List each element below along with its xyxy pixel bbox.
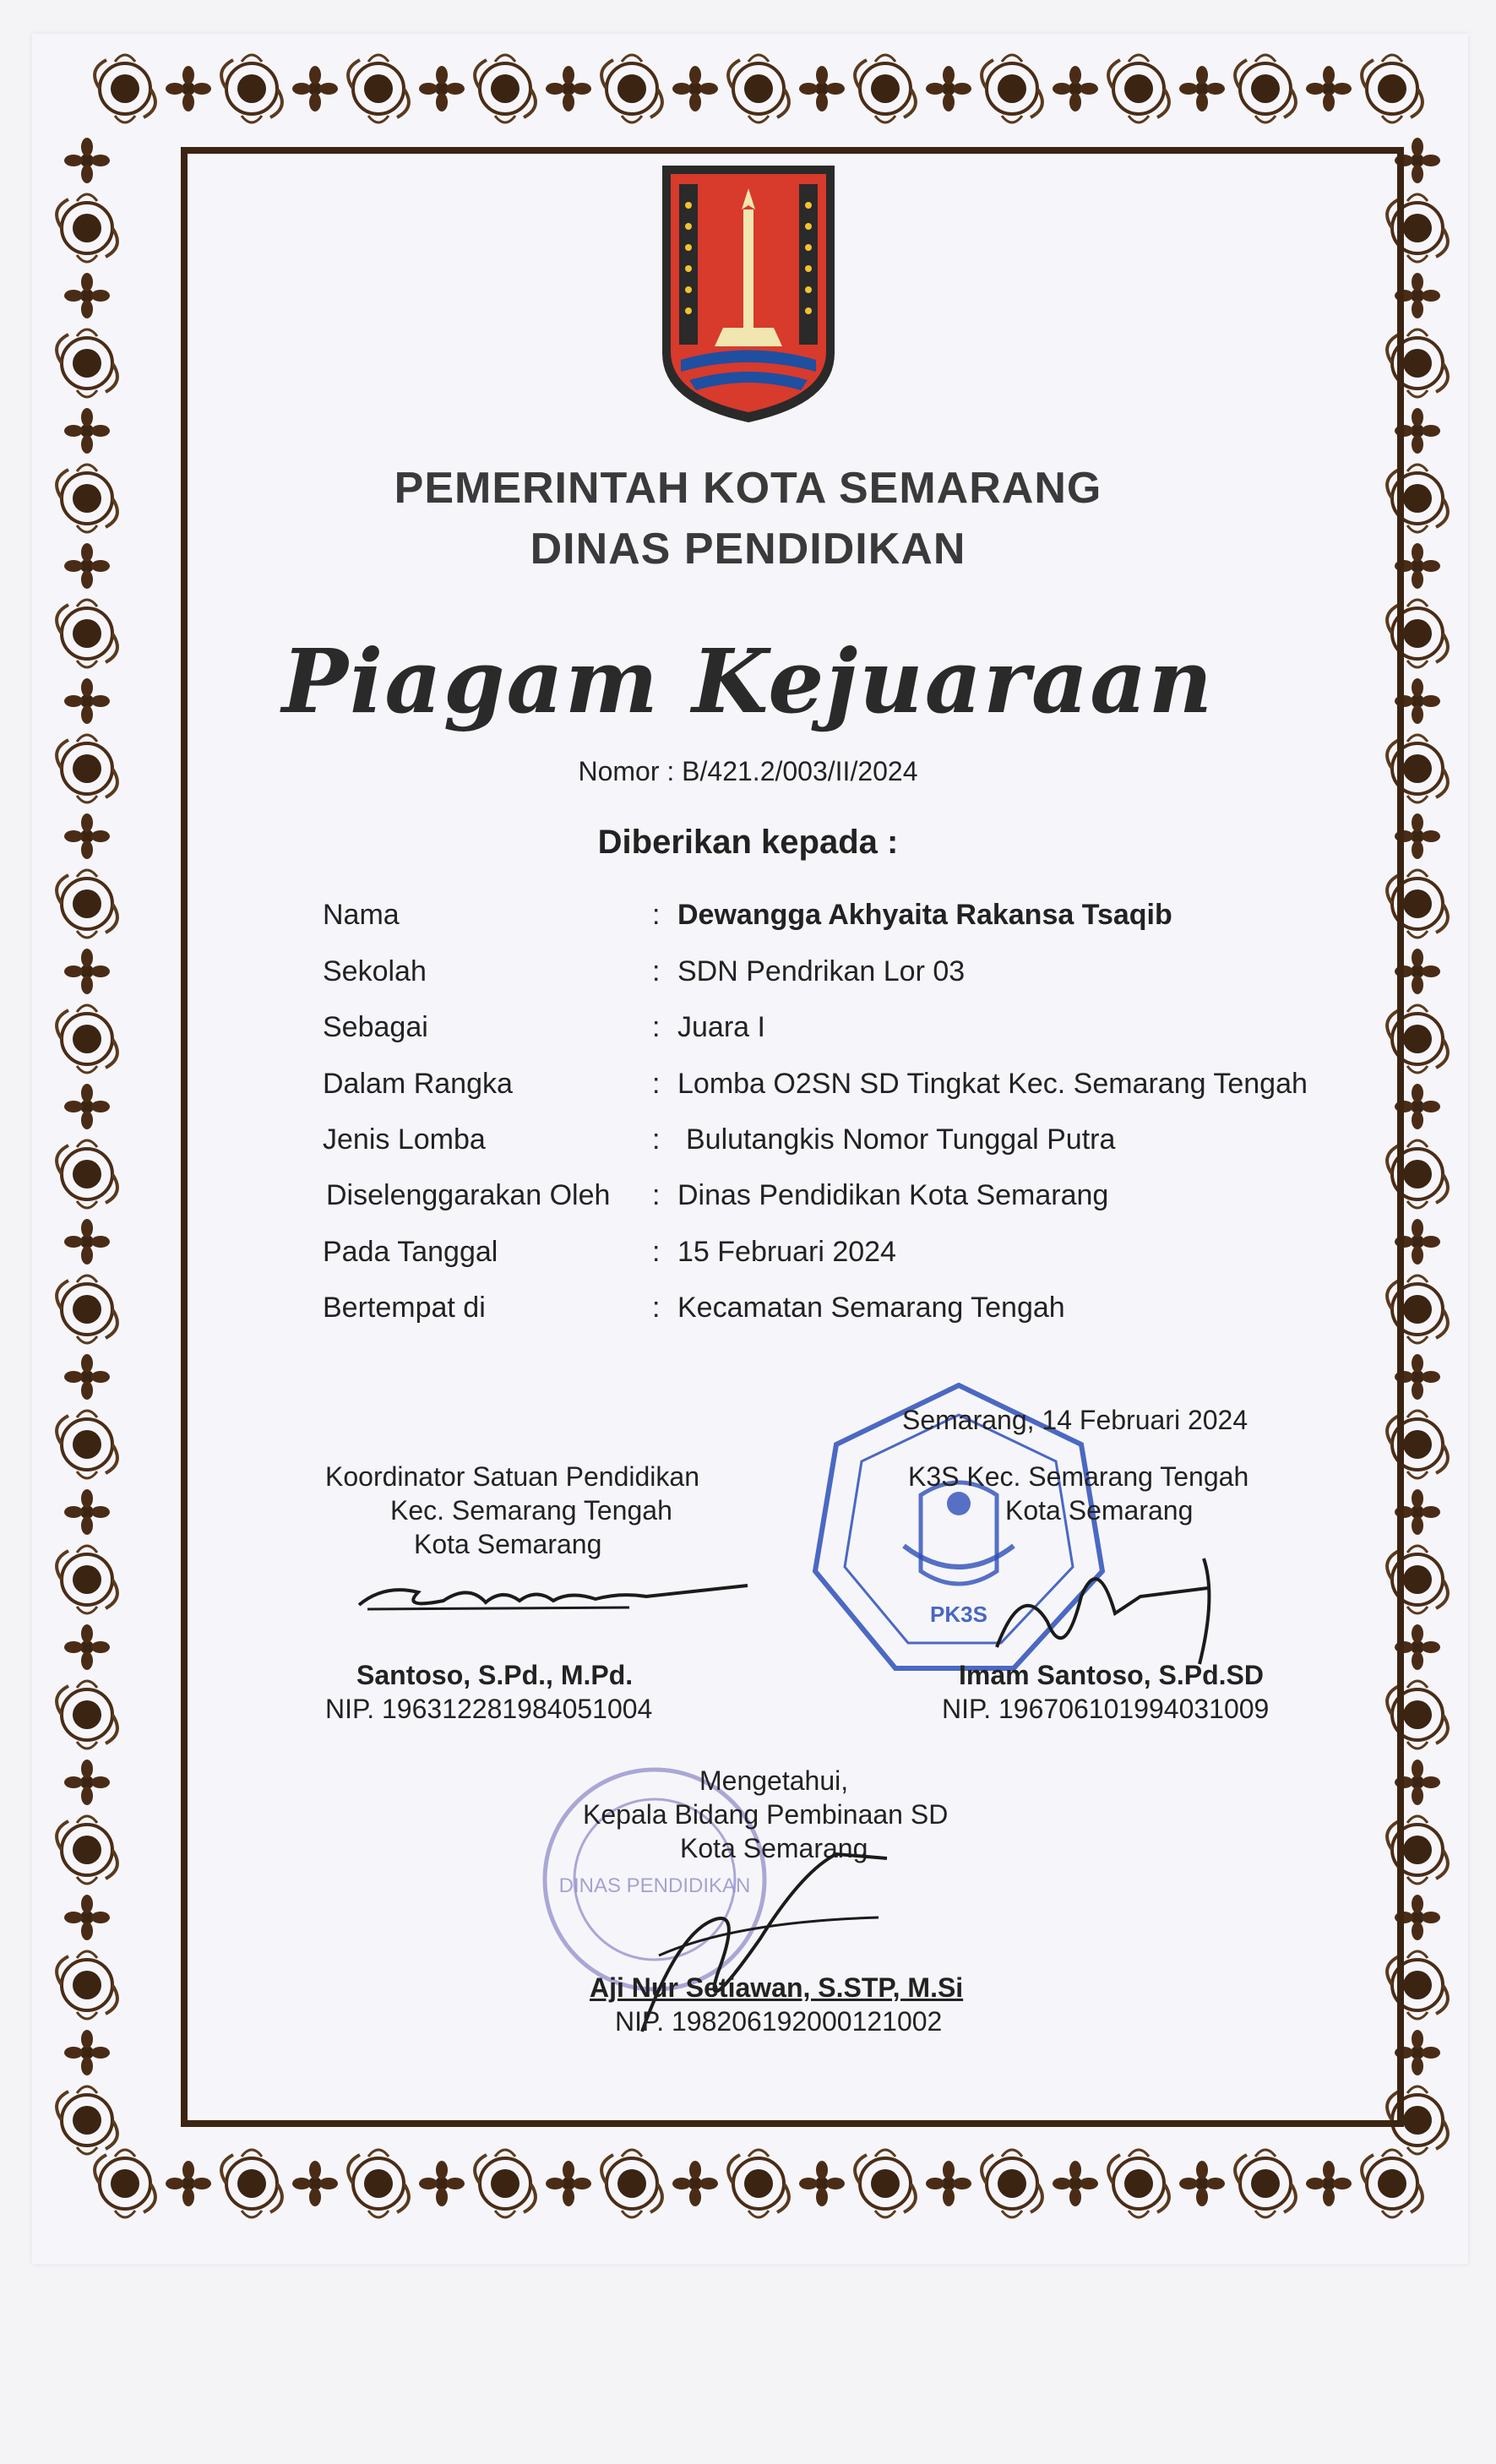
center-sign-name: Aji Nur Setiawan, S.STP, M.Si xyxy=(590,1972,964,2003)
field-value-name: Dewangga Akhyaita Rakansa Tsaqib xyxy=(677,899,1172,931)
semarang-emblem xyxy=(656,159,841,429)
certificate-number: Nomor : B/421.2/003/II/2024 xyxy=(578,756,918,786)
right-sign-name: Imam Santoso, S.Pd.SD xyxy=(959,1660,1264,1690)
left-sign-name: Santoso, S.Pd., M.Pd. xyxy=(356,1660,634,1690)
field-value: SDN Pendrikan Lor 03 xyxy=(677,955,966,987)
government-title: PEMERINTAH KOTA SEMARANG xyxy=(394,464,1102,513)
field-label: Diselenggarakan Oleh xyxy=(326,1179,611,1211)
center-sign-acknowledge: Mengetahui, xyxy=(699,1765,849,1796)
border-top xyxy=(95,55,1423,122)
left-sign-nip: NIP. 196312281984051004 xyxy=(325,1694,653,1724)
field-label: Pada Tanggal xyxy=(323,1236,498,1268)
right-sign-city: Kota Semarang xyxy=(1005,1495,1194,1526)
field-label: Jenis Lomba xyxy=(323,1123,486,1156)
field-label: Sekolah xyxy=(323,955,427,987)
field-value: Bulutangkis Nomor Tunggal Putra xyxy=(686,1123,1116,1156)
field-value: 15 Februari 2024 xyxy=(677,1236,896,1268)
border-right xyxy=(1387,138,1448,2154)
left-sign-role: Koordinator Satuan Pendidikan xyxy=(325,1461,699,1492)
field-value: Dinas Pendidikan Kota Semarang xyxy=(677,1179,1109,1211)
border-bottom xyxy=(95,2150,1423,2217)
right-sign-role: K3S Kec. Semarang Tengah xyxy=(908,1461,1249,1492)
field-value: Juara I xyxy=(677,1011,765,1043)
center-sign-city: Kota Semarang xyxy=(680,1833,868,1863)
svg-text:PK3S: PK3S xyxy=(930,1602,987,1627)
field-value: Lomba O2SN SD Tingkat Kec. Semarang Tengah xyxy=(677,1068,1308,1100)
svg-text:DINAS PENDIDIKAN: DINAS PENDIDIKAN xyxy=(558,1874,751,1897)
field-label: Dalam Rangka xyxy=(323,1068,513,1100)
given-to-heading: Diberikan kepada : xyxy=(597,824,899,861)
left-signature xyxy=(351,1567,756,1626)
border-left xyxy=(57,138,117,2154)
field-label: Bertempat di xyxy=(323,1292,486,1324)
center-sign-nip: NIP. 198206192000121002 xyxy=(615,2006,943,2037)
left-sign-city: Kota Semarang xyxy=(414,1529,602,1559)
right-signature xyxy=(971,1546,1225,1673)
department-title: DINAS PENDIDIKAN xyxy=(530,525,966,574)
field-label: Nama xyxy=(323,899,400,931)
certificate-title: Piagam Kejuaraan xyxy=(281,629,1215,733)
right-sign-nip: NIP. 196706101994031009 xyxy=(942,1694,1270,1724)
field-label: Sebagai xyxy=(323,1011,428,1043)
left-sign-district: Kec. Semarang Tengah xyxy=(390,1495,672,1526)
field-value: Kecamatan Semarang Tengah xyxy=(677,1292,1065,1324)
right-sign-date: Semarang, 14 Februari 2024 xyxy=(902,1405,1248,1435)
center-sign-role: Kepala Bidang Pembinaan SD xyxy=(583,1799,949,1830)
